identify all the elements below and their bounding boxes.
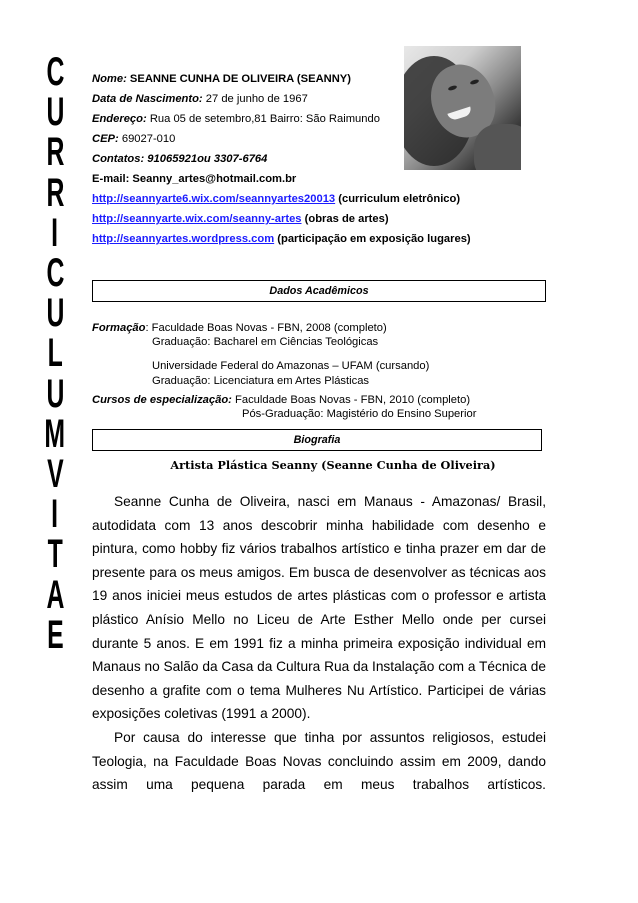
cep-line: CEP: 69027-010 xyxy=(92,133,176,145)
formacao-line: Graduação: Licenciatura em Artes Plásticas xyxy=(152,375,370,387)
cursos-line: Pós-Graduação: Magistério do Ensino Superior xyxy=(242,408,477,420)
birth-value: 27 de junho de 1967 xyxy=(205,93,308,105)
bio-paragraph: Por causa do interesse que tinha por assuntos religiosos, estudei Teologia, na Faculdade Boas Novas concluindo assim em 2009, dando assim uma pequena parada em meus trabalhos artísticos. xyxy=(92,729,546,793)
link-line: http://seannyarte.wix.com/seanny-artes (obras de artes) xyxy=(92,213,389,225)
name-value: SEANNE CUNHA DE OLIVEIRA (SEANNY) xyxy=(129,73,351,85)
address-value: Rua 05 de setembro,81 Bairro: São Raimundo xyxy=(149,113,380,125)
formacao-line: Formação: Faculdade Boas Novas - FBN, 2008 (completo) xyxy=(92,322,387,334)
bio-paragraph: Seanne Cunha de Oliveira, nasci em Manaus - Amazonas/ Brasil, autodidata com 13 anos descobrir minha habilidade com desenho e pintura, como hobby fiz vários trabalhos artístico e tinha prazer em dar de presente para os meus amigos. Em busca de desenvolver as técnicas aos 19 anos iniciei meus estudos de artes plásticas com o professor e artista plástico Anísio Mello no Liceu de Arte Esther Mello onde per cursei durante 5 anos. E em 1991 fiz a minha primeira exposição individual em Manaus no Salão da Casa da Cultura Rua da Instalação com a Técnica de desenho a grafite com o tema Mulheres Nu Artístico. Participei de várias exposições coletivas (1991 a 2000). xyxy=(92,494,546,722)
vertical-letter: R xyxy=(46,130,64,175)
vertical-letter: M xyxy=(44,411,66,456)
vertical-title xyxy=(37,52,73,655)
profile-photo xyxy=(404,46,521,170)
section-header-academic: Dados Acadêmicos xyxy=(92,280,546,302)
cep-value: 69027-010 xyxy=(121,133,176,145)
vertical-letter: L xyxy=(47,331,63,376)
cursos-line: Cursos de especialização: Faculdade Boas Novas - FBN, 2010 (completo) xyxy=(92,394,471,406)
vertical-letter: A xyxy=(46,572,64,617)
address-line: Endereço: Rua 05 de setembro,81 Bairro: São Raimundo xyxy=(92,113,380,125)
bio-text xyxy=(92,490,546,797)
vertical-letter: V xyxy=(46,452,64,497)
formacao-line: Graduação: Bacharel em Ciências Teológicas xyxy=(152,336,379,348)
vertical-letter: C xyxy=(46,251,64,296)
vertical-letter: C xyxy=(46,50,64,94)
vertical-letter: I xyxy=(51,210,59,255)
artworks-link[interactable]: http://seannyarte.wix.com/seanny-artes xyxy=(92,213,302,225)
curriculum-link[interactable]: http://seannyarte6.wix.com/seannyartes20013 xyxy=(92,193,336,205)
vertical-letter: E xyxy=(46,612,64,657)
birth-line: Data de Nascimento: 27 de junho de 1967 xyxy=(92,93,308,105)
vertical-letter: U xyxy=(46,90,64,135)
link-line: http://seannyartes.wordpress.com (participação em exposição lugares) xyxy=(92,233,471,245)
exhibitions-link[interactable]: http://seannyartes.wordpress.com xyxy=(92,233,275,245)
vertical-letter: R xyxy=(46,170,64,215)
name-line: Nome: SEANNE CUNHA DE OLIVEIRA (SEANNY) xyxy=(92,73,351,85)
section-header-bio: Biografia xyxy=(92,429,542,451)
link-line: http://seannyarte6.wix.com/seannyartes20013 (curriculum eletrônico) xyxy=(92,193,461,205)
vertical-letter: T xyxy=(47,532,63,577)
contacts-line: Contatos: 91065921ou 3307-6764 xyxy=(92,153,268,165)
vertical-letter: U xyxy=(46,371,64,416)
formacao-line: Universidade Federal do Amazonas – UFAM (cursando) xyxy=(152,360,430,372)
bio-title: Artista Plástica Seanny (Seanne Cunha de Oliveira) xyxy=(170,458,496,472)
email-line: E-mail: Seanny_artes@hotmail.com.br xyxy=(92,173,297,185)
vertical-letter: U xyxy=(46,291,64,336)
vertical-letter: I xyxy=(51,492,59,537)
